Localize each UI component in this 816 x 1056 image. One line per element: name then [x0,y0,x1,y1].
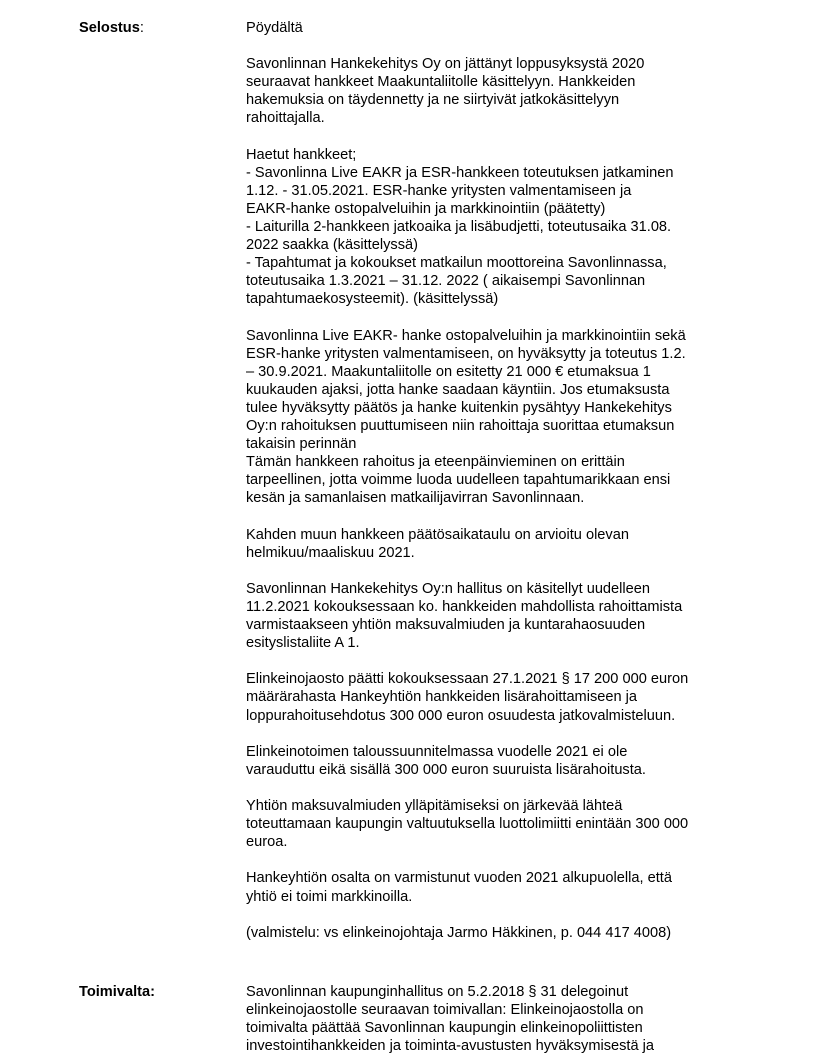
text-line: Savonlinna Live EAKR- hanke ostopalveluihin ja markkinointiin sekä [246,327,686,344]
toimivalta-label: Toimivalta: [79,984,155,1000]
text-line: - Laiturilla 2-hankkeen jatkoaika ja lisäbudjetti, toteutusaika 31.08. [246,219,672,236]
selostus-paragraph [246,146,746,309]
paragraph-gap [246,725,746,743]
selostus-paragraph [246,670,746,724]
text-line: Oy:n rahoituksen puuttumiseen niin rahoittaja suorittaa etumaksun [246,418,675,435]
text-line: euroa. [246,834,288,851]
text-line: kesän ja samanlaisen matkailijavirran Savonlinnaan. [246,490,585,507]
selostus-paragraph [246,526,746,562]
paragraph-gap [246,562,746,580]
text-line: yhtiö ei toimi markkinoilla. [246,888,413,905]
text-line: elinkeinojaostolle seuraavan toimivallan: Elinkeinojaostolla on [246,1002,644,1019]
paragraph-gap [246,37,746,55]
selostus-paragraph [246,924,746,942]
selostus-paragraph [246,797,746,851]
text-line: takaisin perinnän [246,436,357,453]
text-line: 11.2.2021 kokouksessaan ko. hankkeiden mahdollista rahoittamista [246,599,683,615]
text-line: Elinkeinotoimen taloussuunnitelmassa vuodelle 2021 ei ole [246,743,628,760]
text-line: kuukauden ajaksi, jotta hanke saadaan käyntiin. Jos etumaksusta [246,381,670,398]
text-line: loppurahoitusehdotus 300 000 euron osuudesta jatkovalmisteluun. [246,707,676,724]
paragraph-gap [246,309,746,327]
text-line: seuraavat hankkeet Maakuntaliitolle käsittelyyn. Hankkeiden [246,74,636,91]
selostus-label-text: Selostus [79,20,140,36]
text-line: tapahtumaekosysteemit). (käsittelyssä) [246,291,499,308]
text-line: Hankeyhtiön osalta on varmistunut vuoden 2021 alkupuolella, että [246,870,672,887]
selostus-paragraph [246,19,746,37]
selostus-paragraph [246,327,746,508]
text-line: Tämän hankkeen rahoitus ja eteenpäinvieminen on erittäin [246,454,625,471]
text-line: toimivalta päättää Savonlinnan kaupungin elinkeinopoliittisten [246,1020,643,1037]
selostus-paragraph [246,580,746,652]
selostus-label-colon: : [139,20,144,36]
text-line: Savonlinnan kaupunginhallitus on 5.2.2018 § 31 delegoinut [246,984,629,1000]
text-line: Yhtiön maksuvalmiuden ylläpitämiseksi on järkevää lähteä [246,798,623,815]
text-line: 2022 saakka (käsittelyssä) [246,237,418,254]
text-line: varmistaakseen yhtiön maksuvalmiuden ja kuntarahaosuuden [246,617,646,634]
text-line: ESR-hanke yritysten valmentamiseen, on hyväksytty ja toteutus 1.2. [246,345,686,362]
text-line: investointihankkeiden ja toiminta-avustusten hyväksymisestä ja [246,1038,655,1055]
text-line: rahoittajalla. [246,110,325,127]
text-line: Savonlinnan Hankekehitys Oy on jättänyt loppusyksystä 2020 [246,56,645,73]
text-line: hakemuksia on täydennetty ja ne siirtyivät jatkokäsittelyyn [246,92,620,109]
text-line: helmikuu/maaliskuu 2021. [246,544,415,561]
text-line: - Tapahtumat ja kokoukset matkailun moottoreina Savonlinnassa, [246,255,667,272]
selostus-label [79,19,144,37]
text-line: 1.12. - 31.05.2021. ESR-hanke yritysten valmentamiseen ja [246,182,632,199]
text-line: Pöydältä [246,20,303,36]
text-line: määrärahasta Hankeyhtiön hankkeiden lisärahoittamiseen ja [246,689,638,706]
text-line: tulee hyväksytty päätös ja hanke kuitenkin pysähtyy Hankekehitys [246,399,672,416]
text-line: Kahden muun hankkeen päätösaikataulu on arvioitu olevan [246,526,629,543]
text-line: – 30.9.2021. Maakuntaliitolle on esitetty 21 000 € etumaksua 1 [246,363,651,380]
text-line: toteutusaika 1.3.2021 – 31.12. 2022 ( aikaisempi Savonlinnan [246,273,646,290]
text-line: - Savonlinna Live EAKR ja ESR-hankkeen toteutuksen jatkaminen [246,164,674,181]
text-line: toteuttamaan kaupungin valtuutuksella luottolimiitti enintään 300 000 [246,816,689,833]
toimivalta-body [246,983,746,1055]
paragraph-gap [246,906,746,924]
paragraph-gap [246,851,746,869]
text-line: tarpeellinen, jotta voimme luoda uudelleen tapahtumarikkaan ensi [246,472,671,489]
paragraph-gap [246,508,746,526]
text-line: EAKR-hanke ostopalveluihin ja markkinointiin (päätetty) [246,200,606,217]
text-line: (valmistelu: vs elinkeinojohtaja Jarmo Häkkinen, p. 044 417 4008) [246,924,672,941]
selostus-paragraph [246,55,746,127]
text-line: varauduttu eikä sisällä 300 000 euron suuruista lisärahoitusta. [246,761,646,778]
paragraph-gap [246,128,746,146]
selostus-paragraph [246,869,746,905]
paragraph-gap [246,652,746,670]
paragraph-gap [246,779,746,797]
selostus-body [246,19,746,942]
text-line: Elinkeinojaosto päätti kokouksessaan 27.1.2021 § 17 200 000 euron [246,671,689,688]
text-line: Haetut hankkeet; [246,146,357,163]
text-line: esityslistaliite A 1. [246,635,360,652]
selostus-paragraph [246,743,746,779]
toimivalta-paragraph [246,983,746,1055]
text-line: Savonlinnan Hankekehitys Oy:n hallitus on käsitellyt uudelleen [246,580,651,597]
